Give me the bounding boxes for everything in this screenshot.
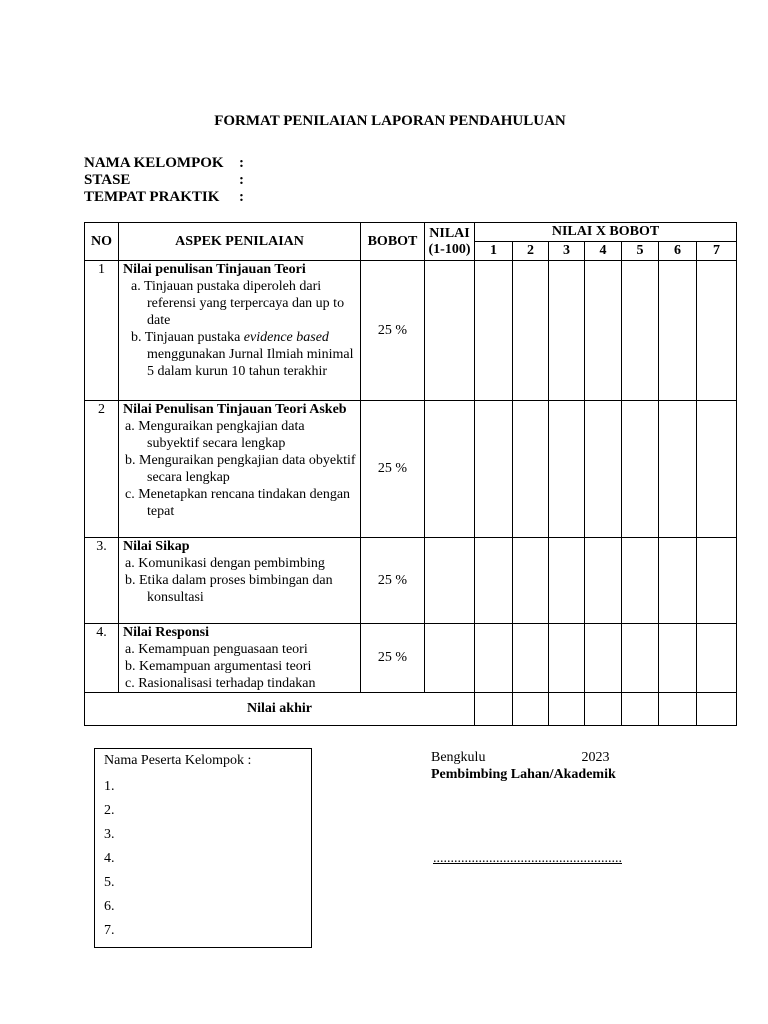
- row-items: [123, 278, 360, 380]
- header-aspek: ASPEK PENILAIAN: [119, 223, 361, 261]
- table-row: [85, 538, 737, 624]
- peserta-item: 5.: [104, 875, 115, 890]
- score-cell: [585, 401, 622, 538]
- row-nilai: [425, 538, 475, 624]
- header-nilai-range: (1-100): [428, 241, 471, 257]
- header-nilai-x-bobot: NILAI X BOBOT: [475, 223, 737, 242]
- score-cell: [549, 624, 585, 693]
- header-col-4: 4: [585, 242, 622, 261]
- final-label: Nilai akhir: [85, 693, 475, 726]
- peserta-item: 3.: [104, 827, 115, 842]
- score-cell: [697, 401, 737, 538]
- meta-label: TEMPAT PRAKTIK: [84, 189, 220, 205]
- list-item: [127, 329, 360, 380]
- row-aspek: [119, 624, 361, 693]
- score-cell: [697, 693, 737, 726]
- header-col-2: 2: [513, 242, 549, 261]
- peserta-item: 1.: [104, 779, 115, 794]
- header-col-6: 6: [659, 242, 697, 261]
- header-nilai-label: NILAI: [429, 225, 470, 241]
- signature-role: Pembimbing Lahan/Akademik: [431, 767, 616, 782]
- header-col-3: 3: [549, 242, 585, 261]
- score-cell: [659, 401, 697, 538]
- row-bobot: 25 %: [361, 624, 425, 693]
- meta-tempat-praktik: [84, 189, 244, 206]
- header-col-1: 1: [475, 242, 513, 261]
- row-no: 1: [85, 261, 119, 401]
- score-cell: [549, 401, 585, 538]
- meta-label: STASE: [84, 172, 131, 188]
- meta-stase: [84, 172, 244, 189]
- meta-label: NAMA KELOMPOK: [84, 155, 224, 171]
- signature-line: ......................................................: [433, 851, 622, 866]
- assessment-table: [84, 222, 737, 726]
- peserta-item: 4.: [104, 851, 115, 866]
- score-cell: [622, 261, 659, 401]
- row-nilai: [425, 401, 475, 538]
- score-cell: [622, 401, 659, 538]
- peserta-item: 2.: [104, 803, 115, 818]
- meta-nama-kelompok: [84, 155, 244, 172]
- meta-sep: :: [239, 172, 244, 188]
- score-cell: [585, 538, 622, 624]
- score-cell: [513, 538, 549, 624]
- peserta-item: 6.: [104, 899, 115, 914]
- score-cell: [475, 693, 513, 726]
- signature-place-date: [431, 750, 609, 766]
- header-nilai: [425, 223, 475, 261]
- score-cell: [549, 693, 585, 726]
- row-heading: Nilai Penulisan Tinjauan Teori Askeb: [123, 402, 347, 417]
- score-cell: [659, 538, 697, 624]
- item-text: menggunakan Jurnal Ilmiah minimal 5 dalam kurun 10 tahun terakhir: [147, 347, 354, 379]
- final-row: [85, 693, 737, 726]
- score-cell: [585, 624, 622, 693]
- score-cell: [475, 624, 513, 693]
- score-cell: [513, 693, 549, 726]
- row-aspek: [119, 261, 361, 401]
- score-cell: [622, 624, 659, 693]
- row-nilai: [425, 624, 475, 693]
- list-item: b. Menguraikan pengkajian data obyektif secara lengkap: [125, 453, 356, 485]
- list-item: b. Kemampuan argumentasi teori: [125, 659, 312, 674]
- list-item: a. Tinjauan pustaka diperoleh dari referensi yang terpercaya dan up to date: [131, 279, 345, 328]
- row-aspek: [119, 538, 361, 624]
- meta-sep: :: [239, 189, 244, 205]
- row-no: 4.: [85, 624, 119, 693]
- score-cell: [513, 261, 549, 401]
- row-bobot: 25 %: [361, 538, 425, 624]
- row-items: [123, 418, 360, 520]
- row-items: [123, 555, 360, 606]
- score-cell: [622, 693, 659, 726]
- item-emphasis: evidence based: [243, 330, 329, 345]
- table-row: [85, 401, 737, 538]
- score-cell: [475, 538, 513, 624]
- document-title: FORMAT PENILAIAN LAPORAN PENDAHULUAN: [214, 113, 566, 129]
- peserta-item: 7.: [104, 923, 115, 938]
- score-cell: [697, 261, 737, 401]
- item-text: b. Tinjauan pustaka: [131, 330, 244, 345]
- score-cell: [622, 538, 659, 624]
- signature-city: Bengkulu: [431, 750, 486, 765]
- row-heading: Nilai penulisan Tinjauan Teori: [123, 262, 306, 277]
- meta-sep: :: [239, 155, 244, 171]
- row-nilai: [425, 261, 475, 401]
- score-cell: [659, 693, 697, 726]
- score-cell: [549, 538, 585, 624]
- peserta-label: Nama Peserta Kelompok :: [104, 753, 252, 768]
- row-bobot: 25 %: [361, 261, 425, 401]
- score-cell: [585, 693, 622, 726]
- row-bobot: 25 %: [361, 401, 425, 538]
- score-cell: [697, 538, 737, 624]
- list-item: b. Etika dalam proses bimbingan dan konsultasi: [125, 573, 333, 605]
- list-item: c. Menetapkan rencana tindakan dengan tepat: [125, 487, 351, 519]
- score-cell: [513, 624, 549, 693]
- list-item: a. Komunikasi dengan pembimbing: [125, 556, 325, 571]
- row-items: [123, 641, 360, 692]
- header-no: NO: [85, 223, 119, 261]
- header-col-7: 7: [697, 242, 737, 261]
- score-cell: [549, 261, 585, 401]
- row-no: 2: [85, 401, 119, 538]
- row-heading: Nilai Responsi: [123, 625, 209, 640]
- score-cell: [513, 401, 549, 538]
- list-item: a. Menguraikan pengkajian data subyektif secara lengkap: [125, 419, 305, 451]
- row-heading: Nilai Sikap: [123, 539, 190, 554]
- header-col-5: 5: [622, 242, 659, 261]
- score-cell: [659, 261, 697, 401]
- score-cell: [659, 624, 697, 693]
- header-bobot: BOBOT: [361, 223, 425, 261]
- score-cell: [475, 261, 513, 401]
- peserta-box: [94, 748, 312, 948]
- list-item: a. Kemampuan penguasaan teori: [125, 642, 308, 657]
- signature-year: 2023: [581, 750, 610, 765]
- list-item: c. Rasionalisasi terhadap tindakan: [125, 676, 316, 691]
- table-row: [85, 624, 737, 693]
- score-cell: [697, 624, 737, 693]
- row-aspek: [119, 401, 361, 538]
- table-row: [85, 261, 737, 401]
- score-cell: [475, 401, 513, 538]
- score-cell: [585, 261, 622, 401]
- row-no: 3.: [85, 538, 119, 624]
